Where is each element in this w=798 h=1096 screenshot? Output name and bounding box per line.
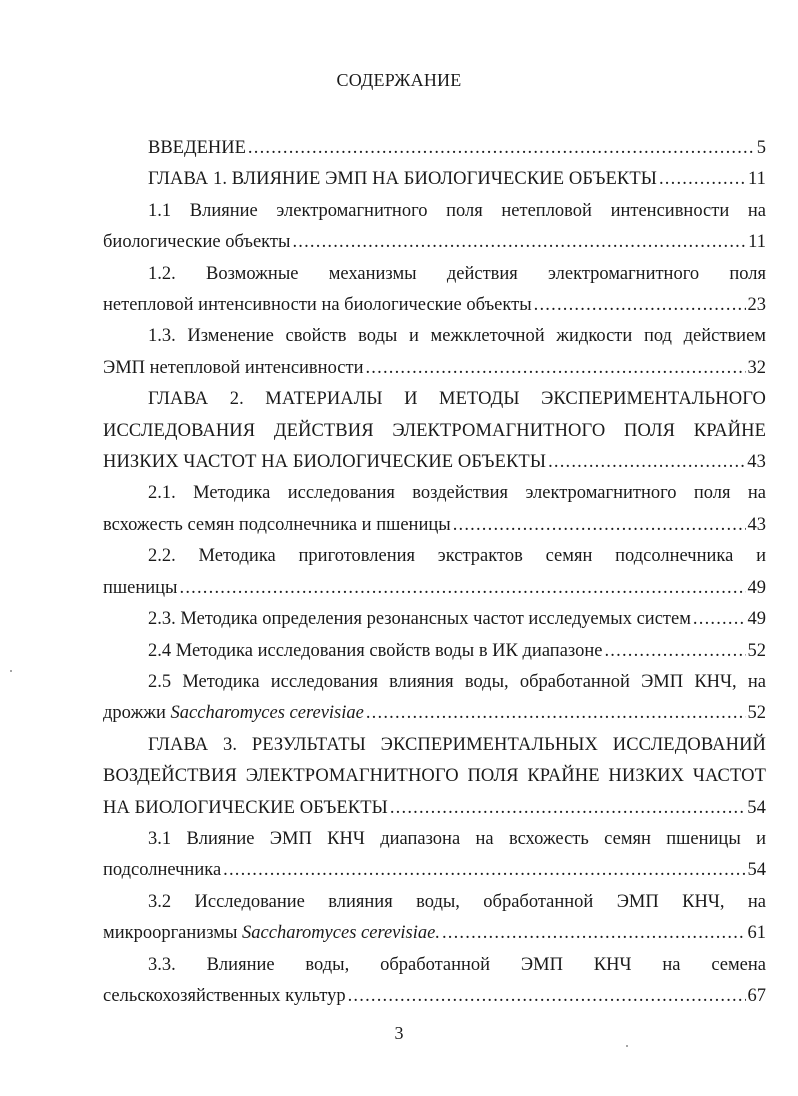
entry-title-line-1: 2.1. Методика исследования воздействия электромагнитного поля на <box>148 483 766 504</box>
entry-page: 23 <box>747 295 766 316</box>
entry-title-line-2: ВОЗДЕЙСТВИЯ ЭЛЕКТРОМАГНИТНОГО ПОЛЯ КРАЙНЕ НИЗКИХ ЧАСТОТ <box>103 766 766 787</box>
entry-title-line-3: НИЗКИХ ЧАСТОТ НА БИОЛОГИЧЕСКИЕ ОБЪЕКТЫ <box>103 452 547 473</box>
entry-title-line-1: 1.1 Влияние электромагнитного поля нетепловой интенсивности на <box>148 200 766 221</box>
toc-entry-chapter-1[interactable] <box>103 164 766 195</box>
entry-page: 11 <box>747 169 766 190</box>
dot-leader <box>442 918 746 949</box>
entry-page: 61 <box>747 923 766 944</box>
entry-title: ГЛАВА 1. ВЛИЯНИЕ ЭМП НА БИОЛОГИЧЕСКИЕ ОБЪЕКТЫ <box>148 169 657 190</box>
dot-leader <box>453 510 746 541</box>
entry-page: 52 <box>747 703 766 724</box>
dot-leader <box>659 164 746 195</box>
entry-page: 11 <box>748 232 766 253</box>
entry-title-line-1: 3.1 Влияние ЭМП КНЧ диапазона на всхожесть семян пшеницы и <box>148 828 766 849</box>
species-name: Saccharomyces cerevisiae <box>170 703 364 724</box>
entry-page: 5 <box>756 138 766 158</box>
toc-entry-section-3-3[interactable] <box>103 950 766 1013</box>
entry-title: 2.3. Методика определения резонансных частот исследуемых систем <box>148 609 691 630</box>
entry-title-line-2: ИССЛЕДОВАНИЯ ДЕЙСТВИЯ ЭЛЕКТРОМАГНИТНОГО ПОЛЯ КРАЙНЕ <box>103 420 766 441</box>
entry-title-line-2: ЭМП нетепловой интенсивности <box>103 357 364 378</box>
entry-page: 49 <box>747 609 766 630</box>
toc-entry-chapter-3[interactable] <box>103 730 766 824</box>
entry-title-line-3: НА БИОЛОГИЧЕСКИЕ ОБЪЕКТЫ <box>103 797 388 818</box>
toc-entry-section-3-1[interactable] <box>103 824 766 887</box>
entry-page: 43 <box>747 514 766 535</box>
scan-speck <box>626 1045 628 1047</box>
toc-entry-section-1-2[interactable] <box>103 259 766 322</box>
entry-title-line-2: дрожжи Saccharomyces cerevisiae <box>103 703 364 724</box>
entry-title-line-1: 2.2. Методика приготовления экстрактов семян подсолнечника и <box>148 546 766 567</box>
entry-page: 43 <box>747 452 766 473</box>
dot-leader <box>292 227 746 258</box>
entry-title-line-2: микроорганизмы Saccharomyces cerevisiae. <box>103 923 440 944</box>
entry-title-line-2: пшеницы <box>103 577 178 598</box>
entry-title-line-1: 1.3. Изменение свойств воды и межклеточной жидкости под действием <box>148 326 766 347</box>
entry-page: 54 <box>747 860 766 881</box>
entry-title: 2.4 Методика исследования свойств воды в ИК диапазоне <box>148 640 603 661</box>
entry-title-line-1: ГЛАВА 3. РЕЗУЛЬТАТЫ ЭКСПЕРИМЕНТАЛЬНЫХ ИССЛЕДОВАНИЙ <box>148 734 766 755</box>
entry-title-line-2: биологические объекты <box>103 232 291 253</box>
entry-title-line-2: подсолнечника <box>103 860 222 881</box>
toc-title: СОДЕРЖАНИЕ <box>336 70 462 90</box>
entry-title: ВВЕДЕНИЕ <box>148 138 246 158</box>
toc-entry-section-2-5[interactable] <box>103 667 766 730</box>
toc-entry-section-2-1[interactable] <box>103 478 766 541</box>
dot-leader <box>693 604 746 635</box>
toc-entry-section-2-4[interactable] <box>103 636 766 667</box>
dot-leader <box>604 636 745 667</box>
toc-entry-section-3-2[interactable] <box>103 887 766 950</box>
table-of-contents <box>103 133 766 1012</box>
toc-entry-section-1-1[interactable] <box>103 196 766 259</box>
dot-leader <box>248 133 755 164</box>
toc-entry-section-1-3[interactable] <box>103 321 766 384</box>
entry-title-line-2: нетепловой интенсивности на биологические объекты <box>103 295 532 316</box>
page-number: 3 <box>394 1023 404 1043</box>
entry-title-line-1: ГЛАВА 2. МАТЕРИАЛЫ И МЕТОДЫ ЭКСПЕРИМЕНТАЛЬНОГО <box>148 389 766 410</box>
entry-title-line-1: 3.2 Исследование влияния воды, обработанной ЭМП КНЧ, на <box>148 891 766 912</box>
entry-title-line-1: 3.3. Влияние воды, обработанной ЭМП КНЧ на семена <box>148 954 766 975</box>
entry-page: 49 <box>747 577 766 598</box>
toc-entry-chapter-2[interactable] <box>103 384 766 478</box>
entry-page: 52 <box>747 640 766 661</box>
entry-title-line-1: 2.5 Методика исследования влияния воды, обработанной ЭМП КНЧ, на <box>148 671 766 692</box>
toc-entry-introduction[interactable] <box>103 133 766 164</box>
entry-title-line-1: 1.2. Возможные механизмы действия электромагнитного поля <box>148 263 766 284</box>
dot-leader <box>348 981 746 1012</box>
dot-leader <box>180 573 746 604</box>
entry-title-line-2: сельскохозяйственных культур <box>103 985 346 1006</box>
dot-leader <box>534 290 746 321</box>
dot-leader <box>365 353 745 384</box>
entry-page: 67 <box>747 985 766 1006</box>
entry-title-line-2: всхожесть семян подсолнечника и пшеницы <box>103 514 451 535</box>
entry-page: 32 <box>747 357 766 378</box>
dot-leader <box>366 698 746 729</box>
scan-speck <box>10 670 12 672</box>
dot-leader <box>223 855 745 886</box>
toc-entry-section-2-2[interactable] <box>103 541 766 604</box>
species-name: Saccharomyces cerevisiae. <box>242 923 440 944</box>
entry-page: 54 <box>747 797 766 818</box>
dot-leader <box>390 793 745 824</box>
toc-entry-section-2-3[interactable] <box>103 604 766 635</box>
dot-leader <box>548 447 745 478</box>
